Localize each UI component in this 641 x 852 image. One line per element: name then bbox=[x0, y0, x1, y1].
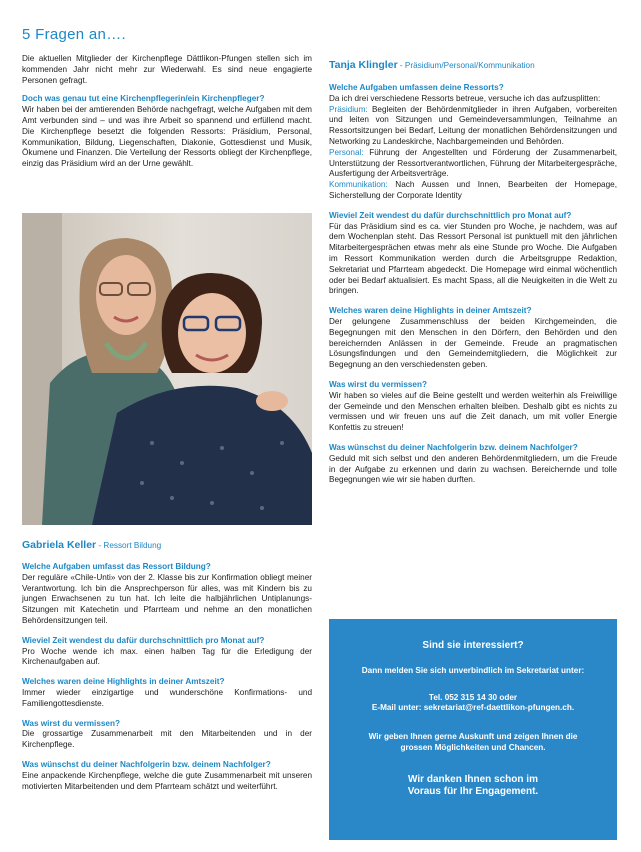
page-title: 5 Fragen an…. bbox=[22, 26, 126, 43]
gabriela-q1: Welche Aufgaben umfasst das Ressort Bildung? bbox=[22, 562, 211, 571]
box-tel: Tel. 052 315 14 30 oder bbox=[428, 692, 518, 702]
gabriela-q4: Was wirst du vermissen? bbox=[22, 718, 120, 728]
box-line1: Dann melden Sie sich unverbindlich im Sekretariat unter: bbox=[361, 665, 585, 675]
box-heading: Sind sie interessiert? bbox=[422, 640, 524, 651]
tanja-role: - Präsidium/Personal/Kommunikation bbox=[397, 61, 535, 70]
tanja-q2: Wieviel Zeit wendest du dafür durchschnittlich pro Monat auf? bbox=[329, 210, 572, 220]
tanja-section bbox=[329, 55, 617, 486]
tanja-q3: Welches waren deine Highlights in deiner Amtszeit? bbox=[329, 306, 532, 316]
gabriela-a3: Immer wieder einzigartige und wunderschöne Konfirmations- und Familiengottesdienste. bbox=[22, 687, 312, 708]
tanja-a1-praesidium bbox=[329, 105, 617, 148]
tanja-q4: Was wirst du vermissen? bbox=[329, 379, 427, 389]
gabriela-q3: Welches waren deine Highlights in deiner Amtszeit? bbox=[22, 677, 225, 687]
gabriela-q5: Was wünschst du deiner Nachfolgerin bzw. deinem Nachfolger? bbox=[22, 759, 271, 769]
text-praesidium: Begleiten der Behördenmitglieder in ihren Aufgaben, vorbereiten und leiten von Sitzungen und Gemeindeversammlungen, Teilnahme an Ressortsitzungen bei Bedarf, Leitung der monatlichen Behördensitzungen und Networking zu Landeskirche, Nachbargemeinden und Behörden. bbox=[329, 104, 617, 146]
tanja-a1-intro: Da ich drei verschiedene Ressorts betreue, versuche ich das aufzusplitten: bbox=[329, 93, 601, 103]
label-personal: Personal: bbox=[329, 147, 364, 157]
box-closing1: Wir danken Ihnen schon im bbox=[408, 773, 538, 785]
main-answer: Wir haben bei der amtierenden Behörde nachgefragt, welche Aufgaben mit dem Amt verbunden sind – und was ihre Arbeit so spannend und erfüllend macht. Die Kirchenpflege besetzt die folgenden Ressorts: Präsidium, Personal, Kommunikation, Bildung, Liegenschaften, Diakonie, Gottesdienst und Musik, Ökumene und Finanzen. Die Verteilung der Ressorts obliegt der Kirchenpflege, einzig das Präsidium wird an der Urne gewählt. bbox=[22, 105, 312, 169]
tanja-header bbox=[329, 55, 617, 73]
contact-box bbox=[329, 619, 617, 840]
box-closing2: Voraus für Ihr Engagement. bbox=[407, 785, 539, 797]
text-kommunikation: Nach Aussen und Innen, Bearbeiten der Homepage, Sicherstellung der Corporate Identity bbox=[329, 180, 617, 200]
text-personal: Führung der Angestellten und Förderung der Zusammenarbeit, Unterstützung der Ressortverantwortlichen, Führung der Mitarbeitergespräche, Ausfertigung der Arbeitsverträge. bbox=[329, 147, 617, 179]
tanja-q1: Welche Aufgaben umfassen deine Ressorts? bbox=[329, 83, 504, 92]
left-column bbox=[22, 26, 312, 170]
gabriela-a4: Die grossartige Zusammenarbeit mit den Mitarbeitenden und in der Kirchenpflege. bbox=[22, 729, 312, 750]
intro-text: Die aktuellen Mitglieder der Kirchenpflege Dättlikon-Pfungen stellen sich im kommenden Jahr nicht mehr zur Wiederwahl. Es sind neue engagierte Personen gefragt. bbox=[22, 54, 312, 85]
tanja-q5: Was wünschst du deiner Nachfolgerin bzw. deinem Nachfolger? bbox=[329, 442, 578, 452]
gabriela-section bbox=[22, 535, 312, 792]
gabriela-name: Gabriela Keller bbox=[22, 539, 97, 551]
tanja-a5: Geduld mit sich selbst und den anderen Behördenmitgliedern, um die Freude in der Aufgabe zu erkennen und darin zu wachsen. Bereichernde und tolle Begegnungen wie wir sie haben durften. bbox=[329, 453, 617, 485]
gabriela-header bbox=[22, 535, 312, 553]
gabriela-a5: Eine anpackende Kirchenpflege, welche die gute Zusammenarbeit mit unseren motivierten Mitarbeitenden und dem Pfarrteam schätzt und weiterführt. bbox=[22, 770, 312, 791]
tanja-a4: Wir haben so vieles auf die Beine gestellt und werden weiterhin als Freiwillige der Gemeinde und den Menschen erhalten bleiben. Deshalb gibt es nichts zu vermissen und wir freuen uns auf die Zeit danach, um mit voller Energie Konfettis zu streuen! bbox=[329, 390, 617, 433]
label-kommunikation: Kommunikation: bbox=[329, 180, 388, 190]
box-email[interactable]: E-Mail unter: sekretariat@ref-daettlikon-pfungen.ch. bbox=[371, 703, 575, 713]
tanja-a3: Der gelungene Zusammenschluss der beiden Kirchgemeinden, die Begegnungen mit den Menschen in den Dörfern, den Behörden und den bereichernden Anlässen in der Gemeinde. Freude an pragmatischen Lösungsfindungen und den Gemeindemitgliedern, die Möglichkeit zur Begegnung an den verschiedensten geben. bbox=[329, 316, 617, 370]
tanja-name: Tanja Klingler bbox=[329, 59, 398, 71]
gabriela-q2: Wieviel Zeit wendest du dafür durchschnittlich pro Monat auf? bbox=[22, 635, 265, 645]
gabriela-a2: Pro Woche wende ich max. einen halben Tag für die Erledigung der Kirchenaufgaben auf. bbox=[22, 646, 312, 667]
label-praesidium: Präsidium: bbox=[329, 104, 368, 114]
gabriela-role: - Ressort Bildung bbox=[96, 541, 162, 550]
main-question: Doch was genau tut eine Kirchenpflegerin/ein Kirchenpfleger? bbox=[22, 94, 265, 104]
gabriela-a1: Der reguläre «Chile-Unti» von der 2. Klasse bis zur Konfirmation obliegt meiner Verantwortung. Ich bin die Ansprechperson für alles, was mit Kindern bis zu jungen Erwachsenen zu tun hat. Ich leite die halbjährlichen Untiplanungs-Sitzungen mit Katechetin und Pfarrteam und nehme an den monatlichen Behördensitzungen teil. bbox=[22, 572, 312, 625]
portrait-illustration bbox=[22, 213, 312, 525]
tanja-a1-kommunikation bbox=[329, 180, 617, 202]
tanja-a2: Für das Präsidium sind es ca. vier Stunden pro Woche, je nachdem, was auf dem Wochenplan steht. Das Ressort Personal ist punktuell mit den jährlichen Mitarbeitergesprächen etwas mehr als eine Stunde pro Woche. Die Aufgaben im Ressort Kommunikation werden durch die Arbeitsgruppe Redaktion, Sekretariat und Pfarrteam abgedeckt. Die Homepage wird einmal wöchentlich oder bei Bedarf aktualisiert. Es macht Spass, all die Neuigkeiten in die Welt zu bringen. bbox=[329, 221, 617, 296]
tanja-a1-personal bbox=[329, 148, 617, 180]
box-line3: Wir geben Ihnen gerne Auskunft und zeigen Ihnen die grossen Möglichkeiten und Chancen. bbox=[368, 732, 578, 752]
portrait-photo bbox=[22, 213, 312, 525]
